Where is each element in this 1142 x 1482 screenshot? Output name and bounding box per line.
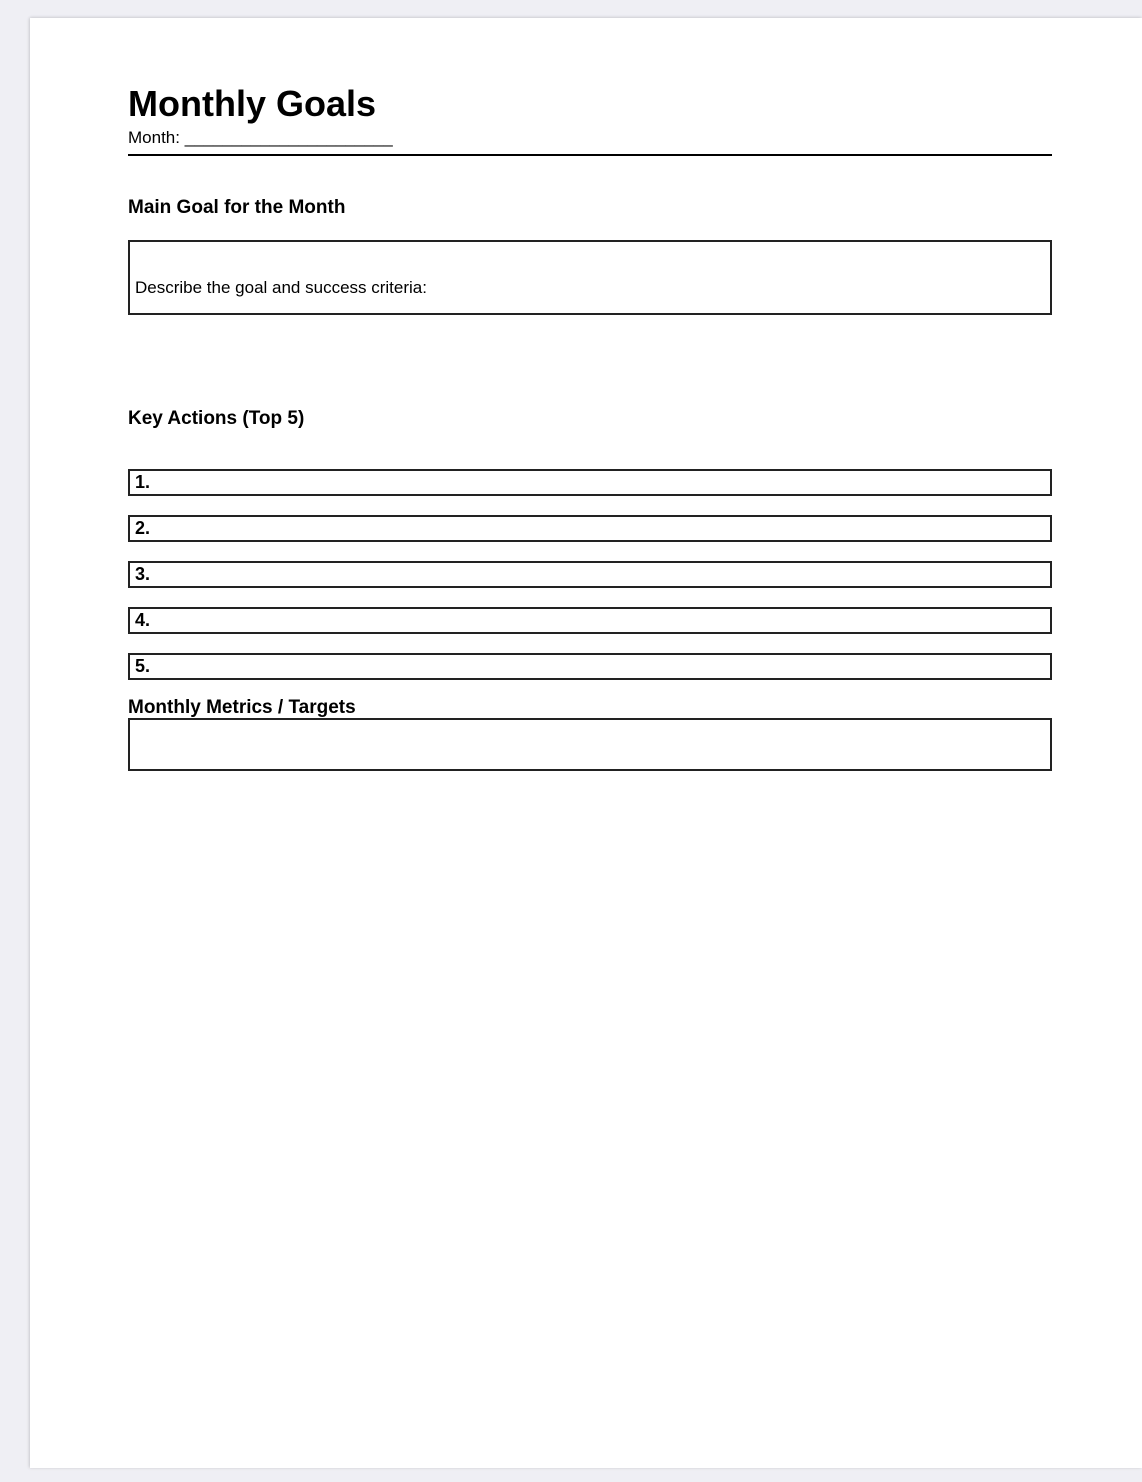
key-actions-heading: Key Actions (Top 5) — [128, 408, 305, 429]
monthly-metrics-box[interactable] — [128, 718, 1052, 771]
key-action-number: 3. — [135, 564, 151, 584]
header-divider — [128, 154, 1052, 156]
monthly-metrics-heading: Monthly Metrics / Targets — [128, 697, 356, 718]
key-action-row-5[interactable] — [128, 653, 1052, 680]
document-page — [30, 18, 1142, 1468]
key-action-row-3[interactable] — [128, 561, 1052, 588]
main-goal-box[interactable] — [128, 240, 1052, 315]
key-action-number: 2. — [135, 518, 151, 538]
key-action-row-1[interactable] — [128, 469, 1052, 496]
month-field-label: Month: ______________________ — [128, 128, 393, 147]
key-action-number: 1. — [135, 472, 151, 492]
key-action-row-4[interactable] — [128, 607, 1052, 634]
page-title: Monthly Goals — [128, 83, 377, 124]
key-action-number: 4. — [135, 610, 151, 630]
main-goal-heading: Main Goal for the Month — [128, 197, 346, 218]
main-goal-prompt: Describe the goal and success criteria: — [135, 278, 427, 297]
key-action-number: 5. — [135, 656, 151, 676]
key-action-row-2[interactable] — [128, 515, 1052, 542]
